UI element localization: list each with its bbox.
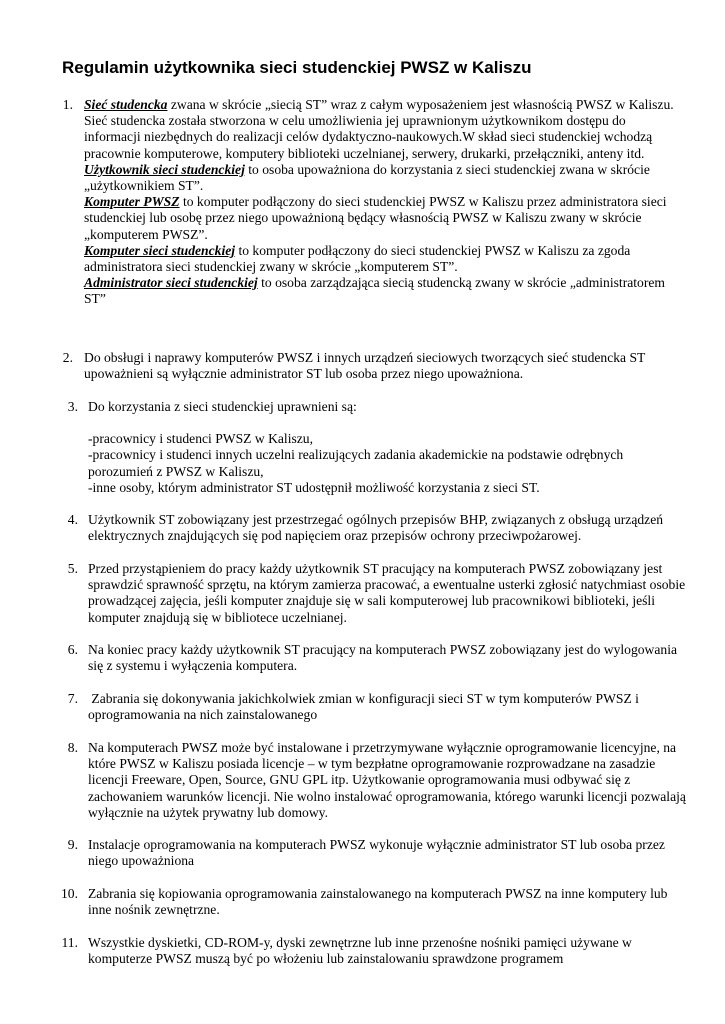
item-number: 1. (62, 97, 73, 112)
item-body: Użytkownik ST zobowiązany jest przestrzegać ogólnych przepisów BHP, związanych z obsługą urządzeń elektrycznych znajdujących się pod napięciem oraz przepisów ochrony przeciwpożarowej. (88, 512, 664, 544)
network-purpose: Sieć studencka została stworzona w celu umożliwienia jej uprawnionym użytkownikom dostępu do informacji niezbędnych do realizacji celów dydaktyczno-naukowych.W skład sieci studenckiej wchodzą pracownie komputerowe, komputery biblioteki uczelnianej, serwery, drukarki, przełączniki, anteny itd. (84, 113, 653, 161)
item-number: 4. (67, 512, 78, 527)
item-number: 5. (67, 561, 78, 576)
item-number: 11. (61, 935, 78, 950)
item-number: 9. (67, 837, 78, 852)
definition-text: zwana w skrócie „siecią ST” wraz z całym wyposażeniem jest własnością PWSZ w Kaliszu. (167, 97, 674, 112)
defined-term: Użytkownik sieci studenckiej (84, 161, 245, 177)
page-title: Regulamin użytkownika sieci studenckiej PWSZ w Kaliszu (62, 58, 532, 77)
definition-st-computer (84, 243, 684, 275)
item-body: Do obsługi i naprawy komputerów PWSZ i innych urządzeń sieciowych tworzących sieć studencka ST upoważnieni są wyłącznie administrator ST lub osoba przez niego upoważniona. (84, 350, 646, 382)
item-body: Wszystkie dyskietki, CD-ROM-y, dyski zewnętrzne lub inne przenośne nośniki pamięci używane w komputerze PWSZ muszą być po włożeniu lub zainstalowaniu sprawdzone programem (88, 935, 632, 967)
definition-text: to komputer podłączony do sieci studenckiej PWSZ w Kaliszu za zgoda administratora sieci studenckiej zwany w skrócie „komputerem ST”. (84, 242, 631, 275)
item-body (84, 97, 684, 308)
item-body: Instalacje oprogramowania na komputerach PWSZ wykonuje wyłącznie administrator ST lub osoba przez niego upoważniona (88, 837, 665, 869)
item-number: 6. (67, 642, 78, 657)
eligible-group: -pracownicy i studenci innych uczelni realizujących zadania akademickie na podstawie odrębnych porozumień z PWSZ w Kaliszu, (88, 447, 624, 479)
definition-text: to komputer podłączony do sieci studenckiej PWSZ w Kaliszu przez administratora sieci studenckiej lub osobę przez niego upoważnioną będący własnością PWSZ w Kaliszu zwany w skrócie „komputerem PWSZ”. (84, 194, 667, 242)
eligible-group: -inne osoby, którym administrator ST udostępnił możliwość korzystania z sieci ST. (88, 479, 540, 495)
defined-term: Sieć studencka (84, 97, 168, 112)
item-number: 3. (67, 399, 78, 414)
item-number: 7. (67, 691, 78, 706)
eligible-group: -pracownicy i studenci PWSZ w Kaliszu, (88, 431, 314, 447)
item-body: Na komputerach PWSZ może być instalowane i przetrzymywane wyłącznie oprogramowanie licencyjne, na które PWSZ w Kaliszu posiada licencje – w tym bezpłatne oprogramowanie rozprowadzane na zasadzie licencji Freeware, Open, Source, GNU GPL itp. Użytkowanie oprogramowania musi odbywać się z zachowaniem warunków licencji. Nie wolno instalować oprogramowania, którego warunki licencji pozwalają wyłącznie na użytek prywatny lub domowy. (88, 740, 686, 820)
defined-term: Administrator sieci studenckiej (84, 275, 258, 291)
item-number: 10. (61, 886, 78, 901)
definition-pwsz-computer (84, 194, 684, 243)
definition-administrator (84, 275, 684, 307)
defined-term: Komputer sieci studenckiej (84, 242, 236, 258)
definition-network (84, 97, 684, 113)
item-body: Zabrania się dokonywania jakichkolwiek zmian w konfiguracji sieci ST w tym komputerów PWSZ i oprogramowania na nich zainstalowanego (88, 691, 643, 723)
item-body: Zabrania się kopiowania oprogramowania zainstalowanego na komputerach PWSZ na inne komputery lub inne nośnik zewnętrzne. (88, 886, 668, 918)
item-body (88, 399, 688, 496)
definition-user (84, 162, 684, 194)
definition-text: to osoba upoważniona do korzystania z sieci studenckiej zwana w skrócie „użytkownikiem ST”. (84, 161, 650, 194)
definition-text: to osoba zarządzająca siecią studencką zwany w skrócie „administratorem ST” (84, 275, 665, 307)
item-intro: Do korzystania z sieci studenckiej uprawnieni są: (88, 399, 357, 414)
item-number: 8. (67, 740, 78, 755)
defined-term: Komputer PWSZ (84, 194, 180, 210)
item-body: Przed przystąpieniem do pracy każdy użytkownik ST pracujący na komputerach PWSZ zobowiązany jest sprawdzić sprawność sprzętu, na którym zamierza pracować, a ewentualne usterki zgłosić natychmiast osobie prowadzącej zajęcia, jeśli komputer znajduje się w sali komputerowej lub pracownikowi biblioteki, jeśli komputer znajdują się w bibliotece uczelnianej. (88, 561, 686, 625)
item-body: Na koniec pracy każdy użytkownik ST pracujący na komputerach PWSZ zobowiązany jest do wylogowania się z systemu i wyłączenia komputera. (88, 642, 678, 674)
item-number: 2. (62, 350, 73, 365)
